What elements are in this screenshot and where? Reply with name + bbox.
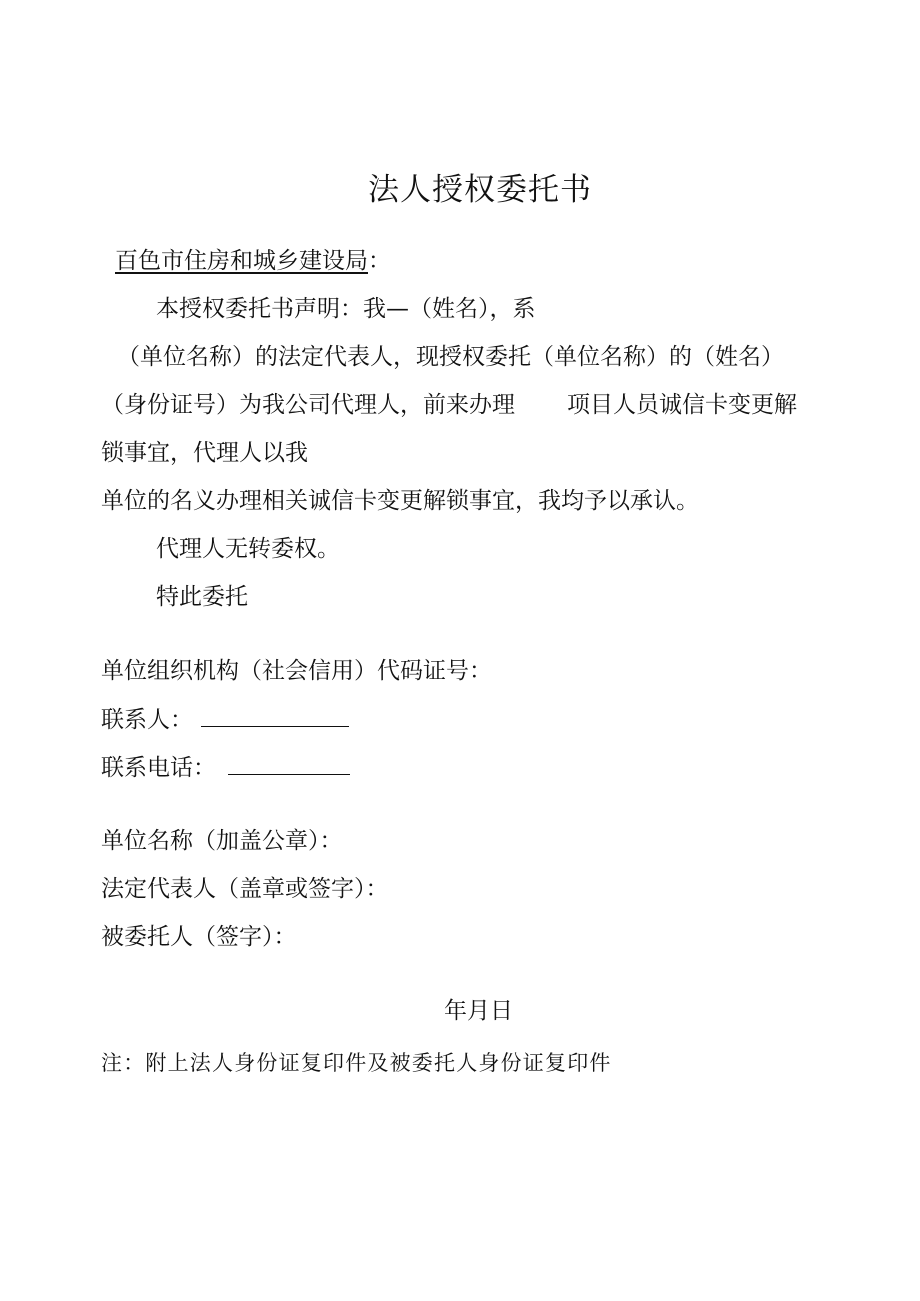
contact-line <box>101 704 349 735</box>
phone-blank <box>228 752 350 775</box>
body-line-3-part-b: 项目人员诚信卡变更解 <box>567 392 797 418</box>
legal-rep-label: 法定代表人（盖章或签字）： <box>101 876 389 902</box>
addressee-line <box>115 246 391 276</box>
body-line-3-part-a: （身份证号）为我公司代理人，前来办理 <box>101 392 515 418</box>
addressee: 百色市住房和城乡建设局 <box>115 248 368 274</box>
contact-label: 联系人： <box>101 707 193 733</box>
date-label: 年月日 <box>444 998 513 1024</box>
phone-label: 联系电话： <box>101 755 216 781</box>
note: 注：附上法人身份证复印件及被委托人身份证复印件 <box>101 1051 612 1075</box>
body-line-1: 本授权委托书声明：我—（姓名），系 <box>156 296 536 322</box>
agent-label: 被委托人（签字）： <box>101 924 297 950</box>
contact-blank <box>201 704 349 727</box>
addressee-colon: ： <box>368 248 391 274</box>
body-line-5: 单位的名义办理相关诚信卡变更解锁事宜，我均予以承认。 <box>101 488 699 514</box>
document-title: 法人授权委托书 <box>368 172 592 208</box>
body-line-2: （单位名称）的法定代表人，现授权委托（单位名称）的（姓名） <box>117 344 784 370</box>
unit-name-label: 单位名称（加盖公章）： <box>101 828 343 854</box>
body-line-6: 代理人无转委权。 <box>156 536 340 562</box>
org-code-label: 单位组织机构（社会信用）代码证号： <box>101 658 492 684</box>
body-line-7: 特此委托 <box>156 584 248 610</box>
body-line-3 <box>101 390 797 420</box>
body-line-4: 锁事宜，代理人以我 <box>101 440 308 466</box>
phone-line <box>101 752 350 783</box>
